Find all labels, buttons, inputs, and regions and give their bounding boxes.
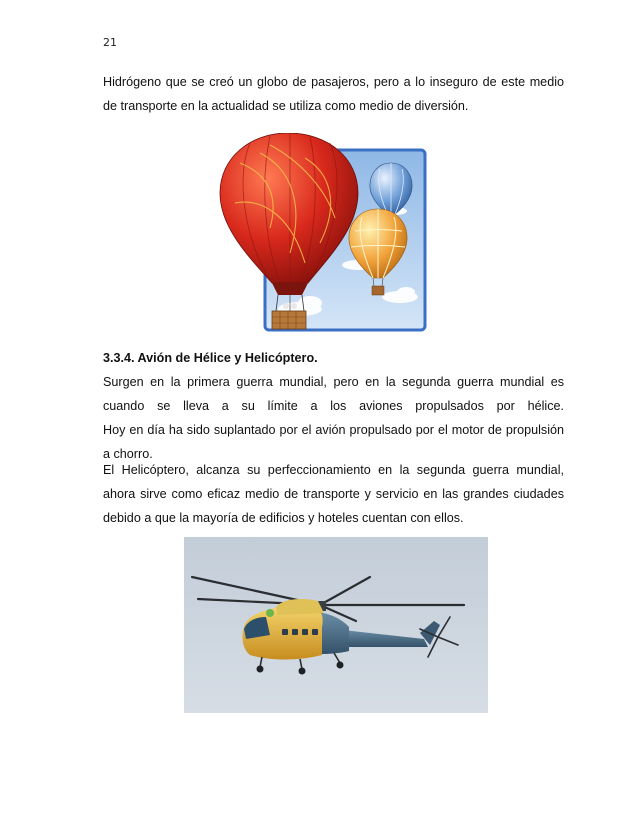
paragraph-line: Hoy en día ha sido suplantado por el avión propulsado por el motor de propulsión	[103, 423, 564, 437]
paragraph-line: Surgen en la primera guerra mundial, pero en la segunda guerra mundial es	[103, 375, 564, 389]
hot-air-balloon-image	[210, 133, 428, 333]
helicopter-photo	[184, 537, 488, 713]
paragraph-hydrogen-balloon: Hidrógeno que se creó un globo de pasajeros, pero a lo inseguro de este medio de transporte en la actualidad se utiliza como medio de diversión.	[103, 75, 564, 113]
page-number: 21	[103, 36, 117, 49]
paragraph-propeller-history	[103, 370, 564, 466]
paragraph-line: a chorro.	[103, 447, 153, 461]
section-heading: 3.3.4. Avión de Hélice y Helicóptero.	[103, 351, 318, 365]
paragraph-helicopter: El Helicóptero, alcanza su perfeccionamiento en la segunda guerra mundial, ahora sirve como eficaz medio de transporte y servicio en las grandes ciudades debido a que la mayoría de edificios y hoteles cuentan con ellos.	[103, 463, 564, 525]
paragraph-line: cuando se lleva a su límite a los aviones propulsados por hélice.	[103, 399, 564, 413]
